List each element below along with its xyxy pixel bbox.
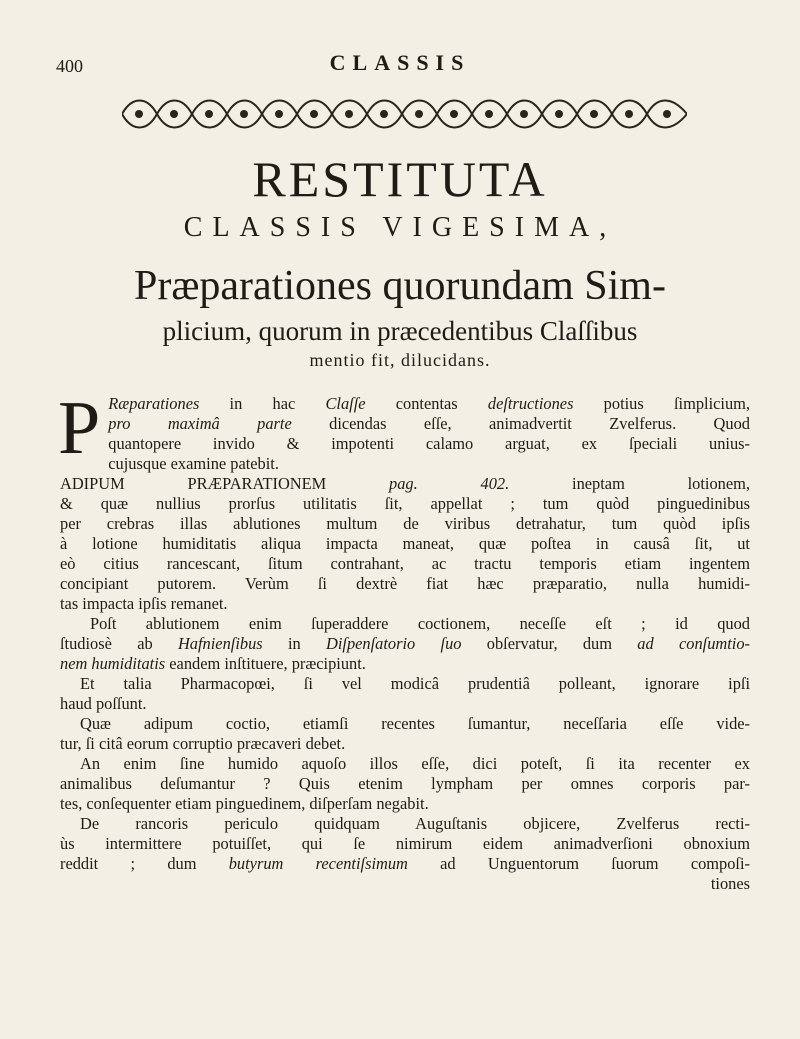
text-line: ſtudiosè ab Hafnienſibus in Diſpenſatorio ſuo obſervatur, dum ad conſumtio- (60, 634, 750, 653)
text-line: ùs intermittere potuiſſet, qui ſe nimirum eidem animadverſioni obnoxium (60, 834, 750, 853)
catchword: tiones (710, 874, 750, 893)
text-line: tes, conſequenter etiam pinguedinem, diſperſam negabit. (60, 794, 429, 813)
page-title: RESTITUTA (252, 151, 548, 207)
text-line: Poſt ablutionem enim ſuperaddere coctionem, neceſſe eſt ; id quod (90, 614, 750, 633)
section-heading-line-3: mentio fit, dilucidans. (309, 350, 491, 370)
paragraph-2 (60, 474, 750, 614)
text-line: nem humiditatis eandem inſtituere, præcipiunt. (60, 654, 366, 673)
text-line: quantopere invido & impotenti calamo arguat, ex ſpeciali unius- (108, 434, 750, 453)
text-line: tur, ſi citâ eorum corruptio præcaveri debet. (60, 734, 346, 753)
paragraph-4 (60, 674, 750, 714)
class-subtitle: CLASSIS VIGESIMA, (183, 212, 617, 243)
text-line: tas impacta ipſis remanet. (60, 594, 228, 613)
text-line: Quæ adipum coctio, etiamſi recentes ſumantur, neceſſaria eſſe vide- (80, 714, 750, 733)
paragraph-5 (60, 714, 750, 754)
ornament-band (122, 94, 687, 134)
text-line: cujusque examine patebit. (108, 454, 279, 473)
paragraph-1 (58, 386, 750, 474)
paragraph-7 (60, 814, 750, 894)
drop-cap: P (58, 386, 101, 470)
text-line: Et talia Pharmacopœi, ſi vel modicâ prudentiâ polleant, ignorare ipſi (80, 674, 750, 693)
text-line: haud poſſunt. (60, 694, 147, 713)
text-line: Ræparationes in hac Claſſe contentas deſtructiones potius ſimplicium, (108, 394, 750, 413)
section-heading-line-1: Præparationes quorundam Sim- (134, 263, 666, 309)
text-line: à lotione humiditatis aliqua impacta maneat, quæ poſtea in causâ ſit, ut (60, 534, 750, 553)
text-line: animalibus deſumantur ? Quis etenim lympham per omnes corporis par- (60, 774, 750, 793)
text-line: ADIPUM PRÆPARATIONEM pag. 402. ineptam lotionem, (60, 474, 750, 493)
text-line: De rancoris periculo quidquam Auguſtanis objicere, Zvelferus recti- (80, 814, 750, 833)
body-text (58, 386, 750, 894)
running-head: CLASSIS (329, 50, 471, 75)
section-heading-line-2: plicium, quorum in præcedentibus Claſſibus (162, 316, 638, 346)
paragraph-3 (60, 614, 750, 674)
text-line: & quæ nullius prorſus utilitatis ſit, appellat ; tum quòd pinguedinibus (60, 494, 750, 513)
paragraph-6 (60, 754, 750, 814)
text-line: An enim ſine humido aquoſo illos eſſe, dici poteſt, ſi ita recenter ex (80, 754, 750, 773)
text-line: concipiant putorem. Verùm ſi dextrè fiat hæc præparatio, nulla humidi- (60, 574, 750, 593)
text-line: reddit ; dum butyrum recentiſsimum ad Unguentorum ſuorum compoſi- (60, 854, 750, 873)
text-line: pro maximâ parte dicendas eſſe, animadvertit Zvelferus. Quod (108, 414, 750, 433)
text-line: eò citius rancescant, ſitum contrahant, ac tractu temporis etiam ingentem (60, 554, 750, 573)
page-number: 400 (56, 56, 83, 76)
text-line: per crebras illas ablutiones multum de viribus detrahatur, tum quòd ipſis (60, 514, 750, 533)
